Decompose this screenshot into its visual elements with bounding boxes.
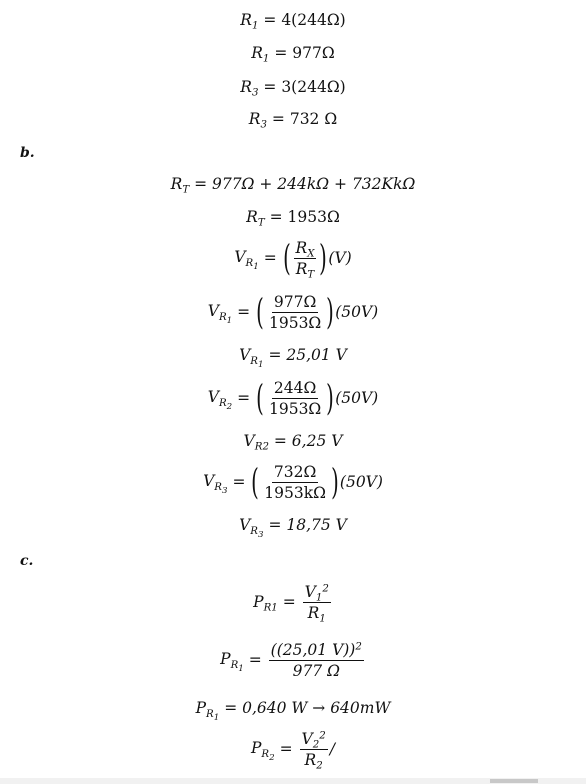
eq-pr1-value: $P_{R_1} = 0,640$ W → 640mW (195, 699, 391, 723)
eq-r1-expression: $R_1 = 4(244\Omega)$ (240, 11, 346, 32)
eq-rt-value: $R_T = 1953\Omega$ (246, 208, 340, 229)
eq-vr1-fraction: $V_{R_1}$ = ( $\frac{977\Omega}{1953\Omega}$ )(50V) (207, 291, 379, 333)
eq-r3-value: $R_3 = 732$ Ω (248, 110, 338, 131)
eq-r3-expression: $R_3 = 3(244\Omega)$ (240, 78, 346, 99)
horizontal-scrollbar[interactable] (0, 778, 586, 784)
eq-pr1-substitution: $P_{R_1}$ = $\frac{((25,01 V))^2}{977 \Omega}$ (220, 641, 362, 681)
section-label-c: c. (20, 553, 34, 569)
section-label-b: b. (20, 145, 35, 161)
eq-vr2-value: $V_{R2} = 6,25$ V (243, 432, 343, 453)
eq-pr2-formula: $P_{R_2}$ = $\frac{V_2^2}{R_2}$ / (250, 730, 335, 772)
eq-vr2-fraction: $V_{R_2}$ = ( $\frac{244\Omega}{1953\Omega}$ )(50V) (207, 377, 379, 419)
eq-voltage-divider: $V_{R_1}$ = ( $\frac{R_X}{R_T}$ )(V) (234, 237, 352, 281)
eq-vr3-value: $V_{R_3} = 18,75$ V (239, 516, 347, 540)
eq-pr1-formula: $P_{R1}$ = $\frac{V_1^2}{R_1}$ (253, 583, 329, 625)
eq-r1-value: $R_1 = 977\Omega$ (251, 44, 335, 65)
scrollbar-thumb[interactable] (490, 779, 538, 783)
eq-vr3-fraction: $V_{R_3}$ = ( $\frac{732\Omega}{1953k\Omega}$ )(50V) (203, 461, 383, 503)
eq-rt-sum: $R_T = 977\Omega + 244k\Omega + 732Kk\Omega$ (170, 175, 416, 196)
eq-vr1-value: $V_{R_1} = 25,01$ V (239, 346, 347, 370)
